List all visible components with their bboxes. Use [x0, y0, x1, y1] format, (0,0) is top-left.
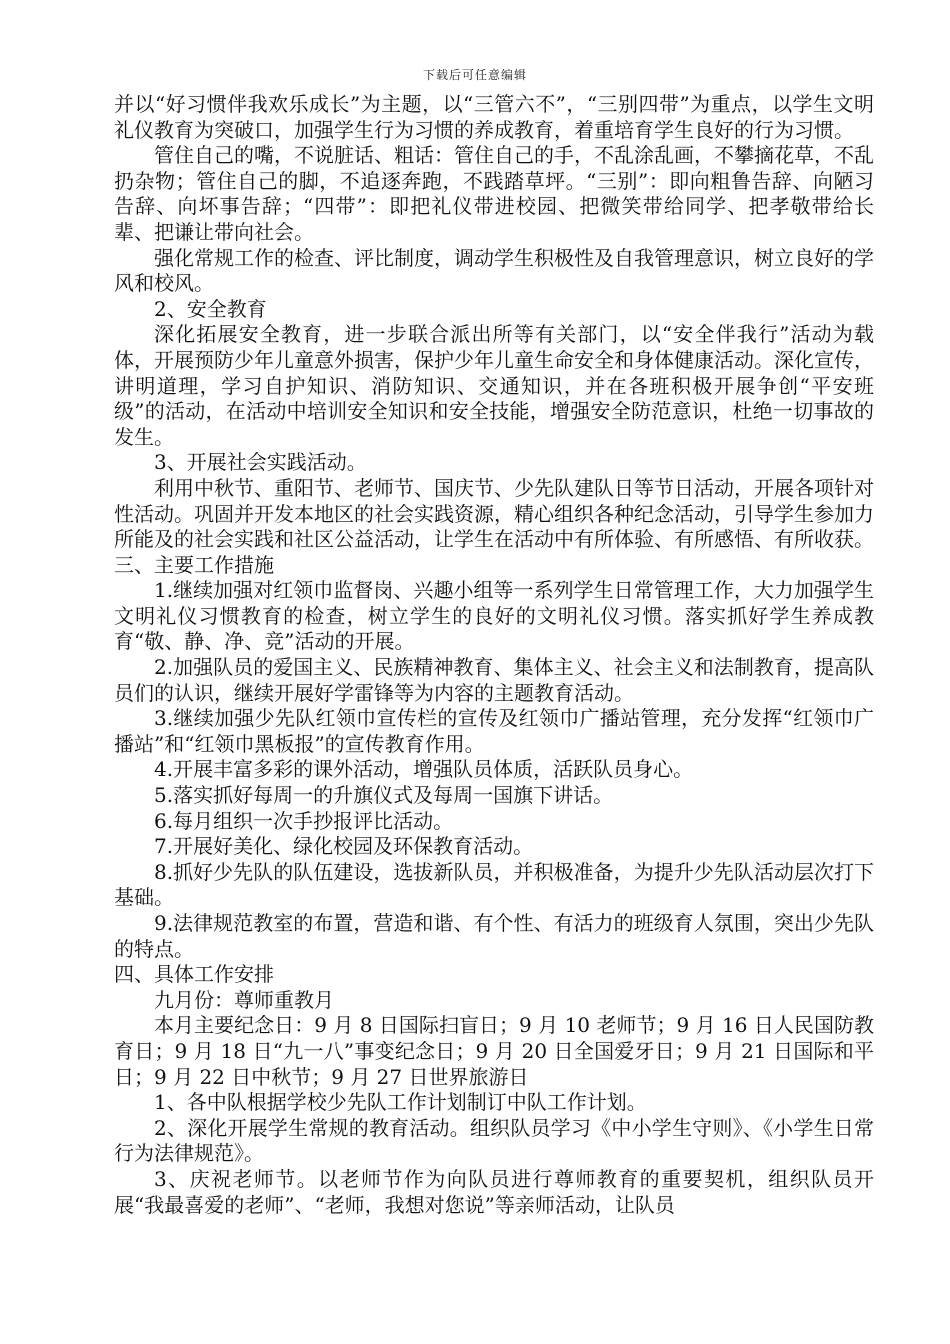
paragraph: 并以“好习惯伴我欢乐成长”为主题，以“三管六不”，“三别四带”为重点，以学生文明礼仪教育为突破口，加强学生行为习惯的养成教育，着重培育学生良好的行为习惯。: [114, 92, 874, 142]
paragraph: 1、各中队根据学校少先队工作计划制订中队工作计划。: [154, 1090, 647, 1115]
paragraph: 9.法律规范教室的布置，营造和谐、有个性、有活力的班级育人氛围，突出少先队的特点。: [114, 911, 874, 961]
document-body: [114, 92, 874, 1218]
paragraph: 5.落实抓好每周一的升旗仪式及每周一国旗下讲话。: [154, 783, 614, 808]
paragraph: 7.开展好美化、绿化校园及环保教育活动。: [154, 834, 534, 859]
paragraph: 2、安全教育: [154, 296, 267, 321]
paragraph: 3、庆祝老师节。以老师节作为向队员进行尊师教育的重要契机，组织队员开展“我最喜爱的老师”、“老师，我想对您说”等亲师活动，让队员: [114, 1166, 874, 1217]
paragraph: 4.开展丰富多彩的课外活动，增强队员体质，活跃队员身心。: [154, 757, 694, 782]
header-note: 下载后可任意编辑: [422, 68, 527, 82]
paragraph: 本月主要纪念日：9 月 8 日国际扫盲日；9 月 10 老师节；9 月 16 日人民国防教育日；9 月 18 日“九一八”事变纪念日；9 月 20 日全国爱牙日；9 月 21 日国际和平日；9 月 22 日中秋节；9 月 27 日世界旅游日: [114, 1013, 874, 1089]
paragraph: 管住自己的嘴，不说脏话、粗话：管住自己的手，不乱涂乱画，不攀摘花草，不乱扔杂物；管住自己的脚，不追逐奔跑，不践踏草坪。“三别”：即向粗鲁告辞、向陋习告辞、向坏事告辞；“四带”：即把礼仪带进校园、把微笑带给同学、把孝敬带给长辈、把谦让带向社会。: [114, 143, 874, 244]
paragraph: 深化拓展安全教育，进一步联合派出所等有关部门，以“安全伴我行”活动为载体，开展预防少年儿童意外损害，保护少年儿童生命安全和身体健康活动。深化宣传，讲明道理，学习自护知识、消防知识、交通知识，并在各班积极开展争创“平安班级”的活动，在活动中培训安全知识和安全技能，增强安全防范意识，杜绝一切事故的发生。: [114, 322, 874, 449]
paragraph: 利用中秋节、重阳节、老师节、国庆节、少先队建队日等节日活动，开展各项针对性活动。巩固并开发本地区的社会实践资源，精心组织各种纪念活动，引导学生参加力所能及的社会实践和社区公益活动，让学生在活动中有所体验、有所感悟、有所收获。: [114, 475, 874, 552]
paragraph: 三、主要工作措施: [114, 552, 274, 577]
paragraph: 强化常规工作的检查、评比制度，调动学生积极性及自我管理意识，树立良好的学风和校风。: [114, 245, 874, 296]
paragraph: 四、具体工作安排: [114, 962, 274, 987]
paragraph: 2.加强队员的爱国主义、民族精神教育、集体主义、社会主义和法制教育，提高队员们的认识，继续开展好学雷锋等为内容的主题教育活动。: [114, 655, 874, 705]
paragraph: 2、深化开展学生常规的教育活动。组织队员学习《中小学生守则》、《小学生日常行为法律规范》。: [114, 1115, 874, 1166]
paragraph: 3、开展社会实践活动。: [154, 450, 367, 475]
paragraph: 6.每月组织一次手抄报评比活动。: [154, 808, 454, 833]
paragraph: 8.抓好少先队的队伍建设，选拔新队员，并积极准备，为提升少先队活动层次打下基础。: [114, 859, 874, 910]
paragraph: 1.继续加强对红领巾监督岗、兴趣小组等一系列学生日常管理工作，大力加强学生文明礼仪习惯教育的检查，树立学生的良好的文明礼仪习惯。落实抓好学生养成教育“敬、静、净、竞”活动的开展。: [114, 578, 874, 654]
paragraph: 3.继续加强少先队红领巾宣传栏的宣传及红领巾广播站管理，充分发挥“红领巾广播站”和“红领巾黑板报”的宣传教育作用。: [114, 706, 874, 756]
paragraph: 九月份：尊师重教月: [154, 987, 334, 1012]
